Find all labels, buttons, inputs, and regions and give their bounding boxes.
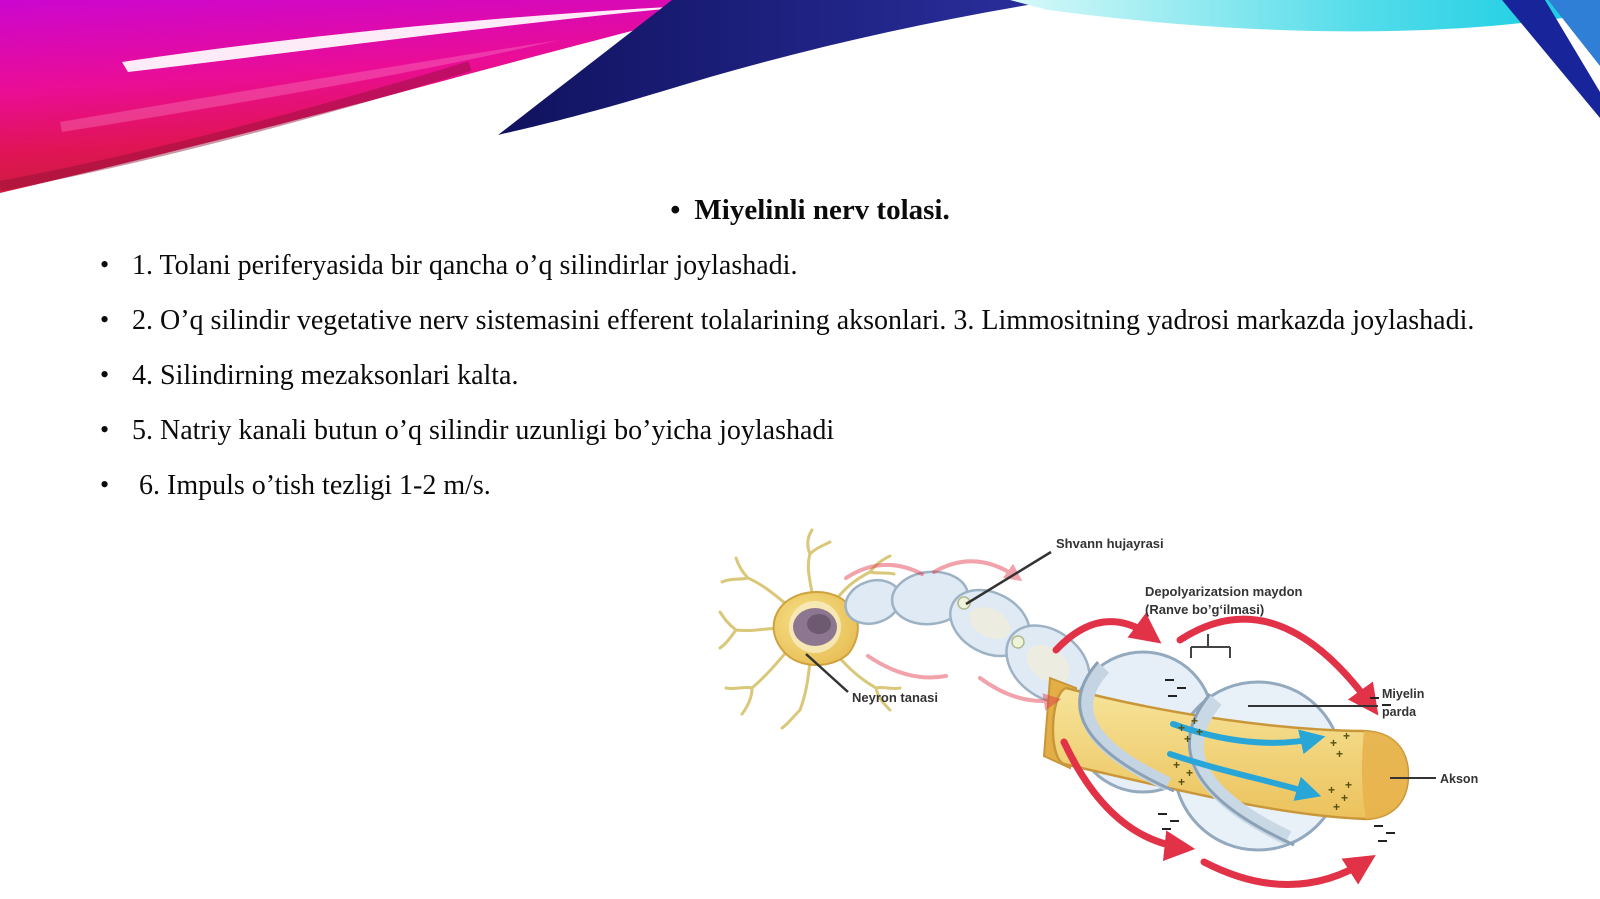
svg-text:+: +: [1178, 775, 1186, 789]
schwann-label: Shvann hujayrasi: [1056, 536, 1164, 551]
cyan-wave: [1010, 0, 1600, 118]
myelin-label-line2: parda: [1382, 705, 1417, 719]
svg-text:+: +: [1173, 758, 1181, 772]
axon-cap: [1362, 731, 1408, 819]
bullet-item-4: [100, 411, 1520, 451]
svg-text:+: +: [1333, 800, 1341, 814]
bullet-text-4: 5. Natriy kanali butun o’q silindir uzunligi bo’yicha joylashadi: [132, 415, 835, 446]
svg-text:+: +: [1191, 714, 1199, 728]
bullet-list: [100, 246, 1520, 506]
bullet-marker: •: [100, 360, 110, 389]
svg-text:+: +: [1328, 783, 1336, 797]
slide-title-text: Miyelinli nerv tolasi.: [694, 194, 950, 226]
svg-text:+: +: [1341, 791, 1349, 805]
svg-text:+: +: [1336, 747, 1344, 761]
bullet-text-1: 1. Tolani periferyasida bir qancha o’q silindirlar joylashadi.: [132, 250, 798, 281]
svg-text:+: +: [1343, 729, 1351, 743]
bullet-text-2: 2. O’q silindir vegetative nerv sistemasini efferent tolalarining aksonlari. 3. Limmositning yadrosi markazda joylashadi.: [132, 305, 1475, 336]
nucleolus: [807, 614, 831, 634]
bullet-item-2: [100, 301, 1520, 341]
node-bracket: [1191, 634, 1230, 658]
pink-wave: [0, 0, 755, 193]
header-swoosh-decoration: [0, 0, 1600, 210]
svg-text:+: +: [1330, 736, 1338, 750]
svg-text:+: +: [1345, 778, 1353, 792]
schwann-nucleus-bump: [1012, 636, 1024, 648]
svg-text:+: +: [1196, 725, 1204, 739]
bullet-item-1: [100, 246, 1520, 286]
bullet-marker: •: [100, 470, 110, 499]
depolarization-label-line2: (Ranve bo’g‘ilmasi): [1145, 602, 1265, 617]
soma-label: Neyron tanasi: [852, 690, 938, 705]
svg-text:+: +: [1178, 721, 1186, 735]
depolarization-label-line1: Depolyarizatsion maydon: [1145, 584, 1303, 599]
bullet-item-5: [100, 466, 1520, 506]
slide-title: [100, 190, 1520, 230]
svg-text:+: +: [1186, 766, 1194, 780]
bullet-marker: •: [100, 415, 110, 444]
bullet-text-5: 6. Impuls o’tish tezligi 1-2 m/s.: [132, 470, 491, 501]
svg-text:+: +: [1184, 732, 1192, 746]
myelin-label-line1: Miyelin: [1382, 687, 1425, 701]
slide-text-block: [100, 190, 1520, 521]
title-bullet-marker: •: [670, 194, 681, 226]
bullet-item-3: [100, 356, 1520, 396]
navy-wave: [498, 0, 1058, 135]
bullet-marker: •: [100, 250, 110, 279]
axon-label: Akson: [1440, 772, 1479, 786]
neuron-illustration: [718, 528, 1508, 898]
bullet-marker: •: [100, 305, 110, 334]
bullet-text-3: 4. Silindirning mezaksonlari kalta.: [132, 360, 519, 391]
